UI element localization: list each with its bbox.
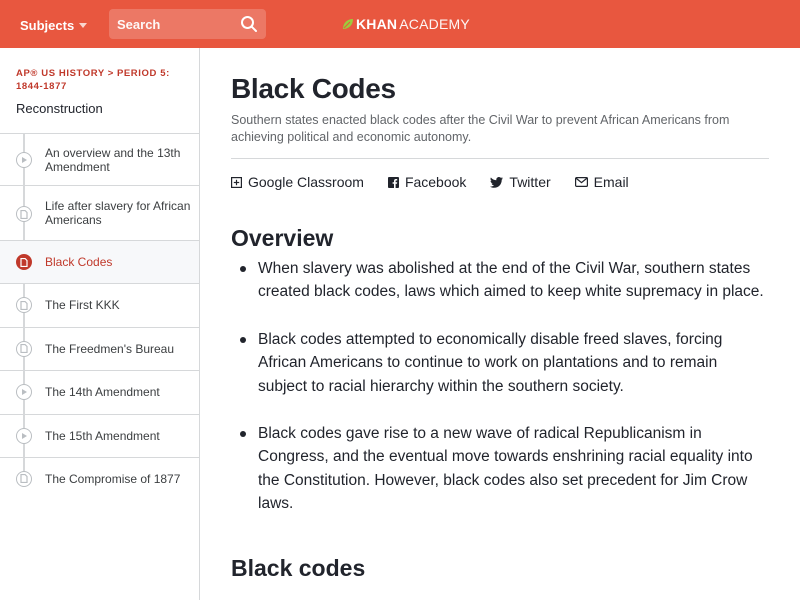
sidebar-item-first-kkk[interactable] [0, 283, 199, 326]
share-bar [231, 172, 653, 192]
top-navigation-bar [0, 0, 800, 48]
sidebar-item-freedmens-bureau[interactable] [0, 327, 199, 370]
article-icon [16, 206, 32, 222]
tutorial-list [0, 133, 199, 500]
sidebar-item-life-after-slavery[interactable] [0, 185, 199, 240]
facebook-icon [388, 177, 399, 188]
google-classroom-share-button[interactable] [231, 174, 364, 190]
subjects-label: Subjects [20, 17, 75, 33]
leaf-icon [342, 18, 354, 30]
email-share-button[interactable] [575, 174, 629, 190]
list-item: Black codes attempted to economically disable freed slaves, forcing African Americans to continue to work on plantations and to remain subject to racial hierarchy within the southern society. [231, 328, 769, 398]
list-item: When slavery was abolished at the end of the Civil War, southern states created black codes, laws which aimed to keep white supremacy in place. [231, 257, 769, 304]
email-icon [575, 177, 588, 187]
article-icon [16, 341, 32, 357]
sidebar-item-label: The Freedmen's Bureau [45, 341, 175, 356]
breadcrumb-period-link[interactable]: PERIOD 5: 1844-1877 [16, 68, 170, 92]
share-label: Email [593, 174, 629, 190]
breadcrumb [16, 67, 192, 93]
unit-title[interactable]: Reconstruction [16, 101, 103, 116]
share-label: Google Classroom [248, 174, 364, 190]
article-description: Southern states enacted black codes after the Civil War to prevent African Americans from achieving political and economic autonomy. [231, 113, 730, 144]
article-icon [16, 471, 32, 487]
sidebar-item-compromise-1877[interactable] [0, 457, 199, 500]
breadcrumb-course-link[interactable]: AP® US HISTORY [16, 68, 105, 79]
logo-text-academy: ACADEMY [399, 16, 470, 32]
sidebar-item-label: The 15th Amendment [45, 428, 160, 443]
sidebar-item-label: The 14th Amendment [45, 385, 160, 400]
facebook-share-button[interactable] [388, 174, 466, 190]
sidebar-item-label: The Compromise of 1877 [45, 471, 181, 486]
play-icon [16, 384, 32, 400]
page-title: Black Codes [231, 73, 396, 104]
article-icon [16, 254, 32, 270]
list-item: Black codes gave rise to a new wave of radical Republicanism in Congress, and the eventual move towards enshrining racial equality into the Constitution. However, black codes also set precedent for Jim Crow laws. [231, 422, 769, 516]
sidebar-item-overview-13th-amendment[interactable] [0, 133, 199, 185]
sidebar-item-black-codes[interactable] [0, 240, 199, 283]
sidebar-item-label: An overview and the 13th Amendment [45, 146, 181, 174]
share-label: Facebook [404, 174, 467, 190]
twitter-share-button[interactable] [490, 174, 550, 190]
sidebar-item-label: The First KKK [45, 298, 120, 313]
google-classroom-icon [231, 177, 242, 188]
play-icon [16, 428, 32, 444]
khan-academy-logo[interactable] [342, 16, 470, 32]
subjects-menu-button[interactable] [20, 16, 87, 34]
overview-heading: Overview [231, 225, 334, 251]
twitter-icon [490, 177, 503, 188]
search-input[interactable] [109, 9, 234, 39]
overview-bullet-list [231, 257, 769, 540]
sidebar-item-label: Life after slavery for African Americans [45, 199, 191, 227]
tutorial-sidebar [0, 48, 200, 600]
sidebar-item-14th-amendment[interactable] [0, 370, 199, 413]
divider [231, 158, 769, 159]
search-box [109, 9, 266, 39]
share-label: Twitter [509, 174, 551, 190]
sidebar-item-label: Black Codes [45, 255, 113, 269]
black-codes-section-heading: Black codes [231, 555, 366, 581]
chevron-down-icon [79, 23, 87, 28]
article-content [231, 48, 769, 600]
logo-text-khan: KHAN [356, 16, 398, 32]
article-icon [16, 297, 32, 313]
breadcrumb-separator: > [107, 68, 114, 79]
sidebar-item-15th-amendment[interactable] [0, 414, 199, 457]
search-icon[interactable] [240, 15, 258, 33]
play-icon [16, 152, 32, 168]
